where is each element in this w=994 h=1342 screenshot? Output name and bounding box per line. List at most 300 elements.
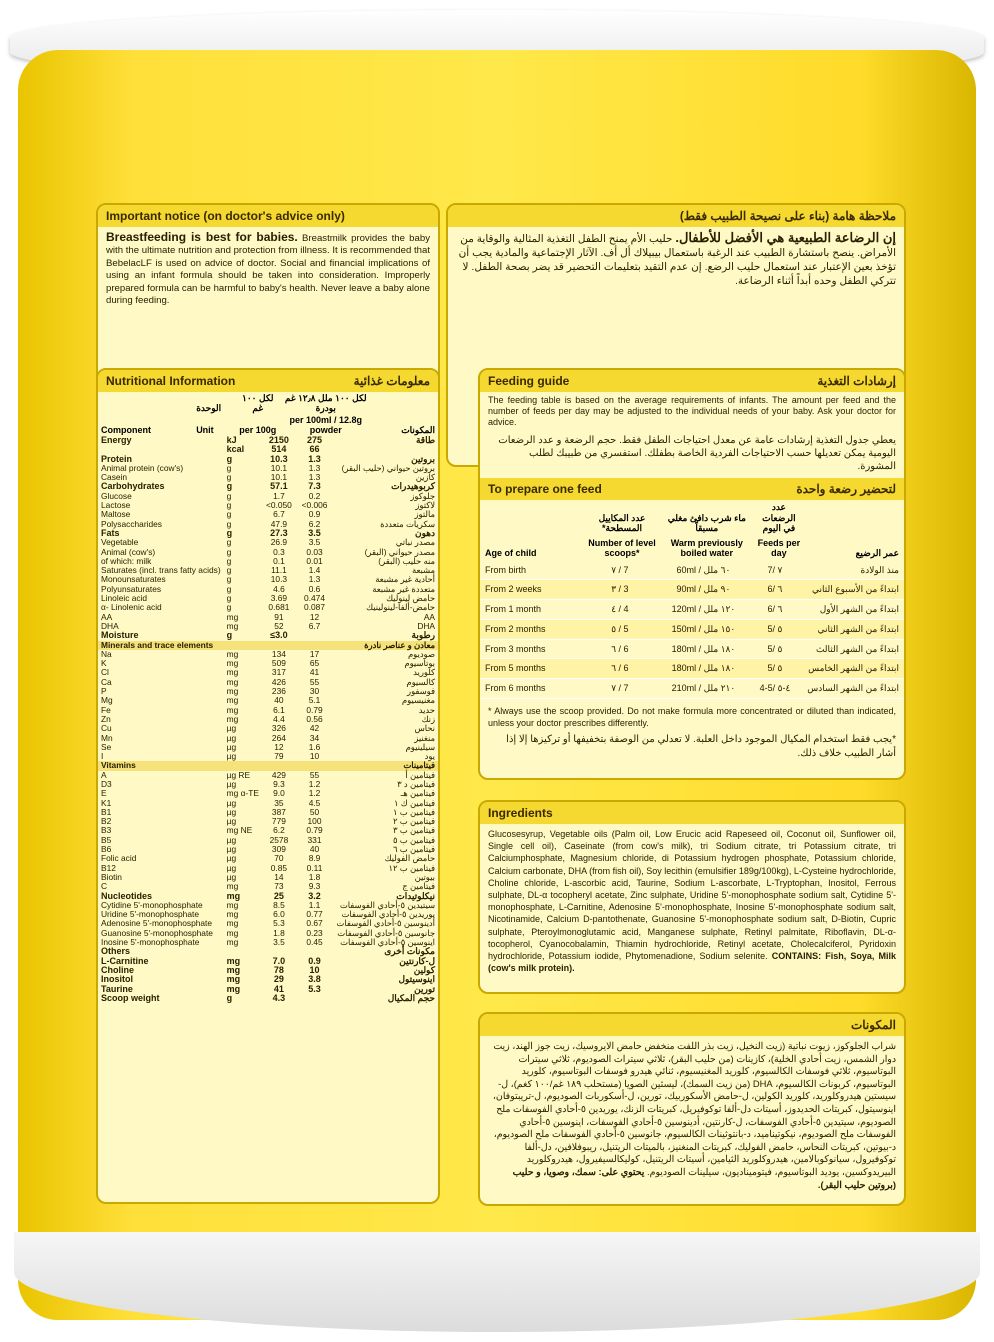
nutrient-unit: g — [226, 462, 232, 473]
value-per-100ml: 6.2 — [308, 518, 321, 529]
value-per-100ml: 3.2 — [308, 890, 321, 901]
value-per-100ml: 1.1 — [308, 899, 321, 910]
nutrient-name-ar: سيلينيوم — [405, 741, 435, 752]
feeding-note-ar: *يجب فقط استخدام المكيال الموجود داخل العلبة. لا تعدلي من الوصفة بتخفيفها أو تركيزها إلا إذا أشار الطبيب خلاف ذلك. — [506, 734, 896, 760]
value-per-100ml: 5.3 — [308, 983, 321, 994]
nutrient-name-ar: كالسيوم — [406, 676, 435, 687]
nutrient-name: E — [101, 788, 107, 799]
feeds-cell: 5/ ٥ — [748, 659, 803, 679]
value-per-100g: 6.0 — [273, 909, 285, 920]
nutrition-header — [98, 392, 438, 436]
nutrient-name-ar: منغنيز — [414, 732, 435, 743]
value-per-100ml: 0.11 — [306, 862, 323, 873]
value-per-100ml: 55 — [309, 769, 320, 780]
nutrient-unit: mg — [226, 909, 239, 920]
nutrient-unit: g — [226, 490, 232, 501]
value-per-100g: 317 — [271, 667, 286, 678]
nutrient-unit: µg — [226, 862, 237, 873]
nutrition-row — [98, 706, 438, 715]
ingredients-title-en: Ingredients — [488, 806, 553, 820]
nutrient-unit: mg — [226, 899, 239, 910]
nutrient-unit: kJ — [226, 435, 237, 445]
nutrient-name-ar: يود — [424, 751, 435, 762]
nutrient-unit: g — [226, 992, 233, 1003]
ingredients-contains-en: CONTAINS: Fish, Soya, Milk (cow's milk protein). — [488, 951, 896, 974]
nutrient-name-ar: اينوسيتول — [398, 974, 435, 985]
nutrient-unit: µg — [226, 834, 237, 845]
value-per-100g: 309 — [271, 844, 286, 855]
water-cell: 180ml / ١٨٠ ملل — [659, 659, 747, 679]
nutrient-unit: mg — [226, 676, 239, 687]
value-per-100ml: 34 — [309, 732, 320, 743]
feeding-title-bar — [480, 370, 904, 392]
nutrient-name-ar: فيتامين ك ١ — [393, 797, 435, 808]
notice-title-bar — [98, 205, 438, 227]
component-header-ar: المكونات — [401, 425, 435, 435]
nutrient-name-ar: حامض-ألفا-لينولينيك — [366, 602, 435, 613]
nutrient-name: Moisture — [101, 630, 139, 641]
nutrition-table — [98, 436, 438, 1003]
value-per-100ml: 0.79 — [306, 825, 323, 836]
value-per-100g: 52 — [274, 620, 284, 631]
age-cell: From 5 months — [480, 659, 581, 679]
nutrient-name: Cu — [101, 723, 112, 734]
nutrient-name: Zn — [101, 713, 111, 724]
nutrition-row — [98, 641, 438, 650]
nutrition-row — [98, 520, 438, 529]
nutrient-name-ar: فيتامين د ٣ — [397, 778, 435, 789]
nutrient-unit: g — [226, 546, 232, 557]
ingredients-body — [480, 824, 904, 978]
value-per-100g: 78 — [273, 964, 284, 975]
nutrient-name-ar: فيتامينات — [333, 761, 438, 770]
feeds-cell: 6/ ٦ — [748, 600, 803, 620]
value-per-100g: 12 — [274, 741, 284, 752]
value-per-100ml: 0.79 — [306, 704, 323, 715]
nutrient-unit: g — [226, 565, 232, 576]
nutrient-unit: mg — [226, 713, 239, 724]
nutrition-row — [98, 603, 438, 612]
nutrient-name: B1 — [101, 806, 112, 817]
value-per-100g: 57.1 — [270, 481, 288, 492]
nutrient-unit: µg — [226, 871, 237, 882]
value-per-100g: 326 — [271, 723, 286, 734]
value-per-100g: 0.681 — [268, 602, 290, 613]
nutrition-row — [98, 752, 438, 761]
feeding-intro-ar: يعطي جدول التغذية إرشادات عامة عن معدل احتياجات الطفل فقط. حجم الرضعة و عدد الرضعات اليومية يمكن تعديلها حسب الاحتياجات الفردية الخاصة بطفلك. استفسري من طبيبك لطلب المشورة. — [498, 435, 896, 472]
value-per-100g: 1.7 — [273, 490, 285, 501]
age-cell: From 3 months — [480, 639, 581, 659]
nutrient-unit: g — [226, 574, 232, 585]
value-per-100g: 426 — [271, 676, 286, 687]
value-per-100ml: 6.7 — [308, 620, 321, 631]
nutrition-row — [98, 947, 438, 956]
value-per-100ml: 0.45 — [306, 937, 323, 948]
nutrient-name-ar: بوتاسيوم — [404, 658, 435, 669]
nutrient-name: Fe — [101, 704, 111, 715]
nutrient-unit: µg — [226, 723, 237, 734]
nutrient-name: P — [101, 686, 107, 697]
value-per-100g: 91 — [274, 611, 284, 622]
nutrition-row — [98, 715, 438, 724]
nutrient-unit: g — [226, 583, 232, 594]
nutrient-unit: mg — [226, 983, 241, 994]
value-per-100ml: 0.087 — [304, 602, 325, 613]
age-cell-ar: ابتداءً من الشهر الخامس — [802, 659, 904, 679]
nutrition-row — [98, 789, 438, 798]
value-per-100g: 10.3 — [270, 453, 288, 464]
value-per-100ml: 0.01 — [306, 555, 323, 566]
nutrient-unit: mg α-TE — [226, 788, 259, 799]
feeds-cell: 5/ ٥ — [748, 639, 803, 659]
feeding-guide-panel — [478, 368, 906, 780]
value-per-100ml — [296, 994, 334, 1003]
value-per-100g: 134 — [271, 648, 286, 659]
value-per-100g: 6.1 — [273, 704, 285, 715]
value-per-100ml: 17 — [309, 648, 320, 659]
nutrient-name: Linoleic acid — [101, 593, 148, 604]
value-per-100ml: 0.77 — [306, 909, 323, 920]
scoops-cell: ٣ / 3 — [581, 580, 660, 600]
unit-header-ar: الوحدة — [196, 403, 222, 413]
nutrient-name: α- Linolenic acid — [101, 602, 162, 613]
nutrient-unit: mg — [226, 611, 239, 622]
value-per-100ml: 1.6 — [308, 741, 321, 752]
nutrition-row — [98, 873, 438, 882]
feeding-title-ar: إرشادات التغذية — [817, 374, 896, 388]
nutrient-name: Inositol — [101, 974, 133, 985]
feeds-cell: 5/ ٥ — [748, 619, 803, 639]
value-per-100ml: 3.5 — [308, 537, 321, 548]
nutrient-unit: µg RE — [226, 769, 251, 780]
feeding-row — [480, 580, 904, 600]
age-cell: From 2 weeks — [480, 580, 581, 600]
value-per-100g: 509 — [271, 658, 286, 669]
value-per-100g: 10.1 — [270, 472, 288, 483]
nutrient-name: Adenosine 5'-monophosphate — [101, 918, 213, 929]
nutrient-name: Inosine 5'-monophosphate — [101, 937, 200, 948]
nutrient-unit: kcal — [226, 444, 245, 455]
nutrient-name: Mg — [101, 695, 113, 706]
value-per-100g: 26.9 — [270, 537, 288, 548]
value-per-100ml: 0.2 — [308, 490, 321, 501]
nutrient-name: Se — [101, 741, 112, 752]
nutrient-name: B6 — [101, 844, 112, 855]
value-per-100ml: 40 — [309, 844, 320, 855]
value-per-100g: 70 — [274, 853, 284, 864]
nutrient-name: Uridine 5'-monophosphate — [101, 909, 199, 920]
feeds-cell: 4-5/ ٤-٥ — [748, 679, 803, 699]
nutrient-name: Casein — [101, 472, 128, 483]
nutrient-name: B3 — [101, 825, 112, 836]
nutrient-unit: mg — [226, 667, 239, 678]
age-cell: From 6 months — [480, 679, 581, 699]
ingredients-contains-ar: يحتوي على: سمك، وصويا، و حليب (بروتين حليب البقر). — [512, 1165, 896, 1190]
age-cell-ar: ابتداءً من الشهر الثاني — [802, 619, 904, 639]
value-per-100g: 14 — [274, 871, 284, 882]
per100g-header-ar: لكل ١٠٠ غم — [242, 393, 274, 413]
nutrient-unit: µg — [226, 732, 237, 743]
value-per-100ml: 41 — [309, 667, 320, 678]
nutrient-name: D3 — [101, 778, 112, 789]
nutrient-name-ar: يوريدين ٥-أحادي الفوسفات — [341, 909, 435, 920]
feeding-row — [480, 600, 904, 620]
scoops-cell: ٥ / 5 — [581, 619, 660, 639]
nutrient-name-ar: تورين — [414, 983, 435, 994]
nutrient-name: Choline — [101, 964, 134, 975]
nutrition-row — [98, 529, 438, 538]
value-per-100ml: 1.3 — [308, 453, 321, 464]
nutrient-name-ar: مالتوز — [414, 509, 435, 520]
notice-title-ar: ملاحظة هامة (بناء على نصيحة الطبيب فقط) — [679, 209, 896, 223]
nutrition-row — [98, 836, 438, 845]
value-per-100ml: 12 — [309, 611, 320, 622]
ingredients-body-ar — [480, 1036, 904, 1195]
value-per-100ml: 0.6 — [308, 583, 321, 594]
scoops-header: Number of level scoops* — [588, 537, 656, 558]
nutrient-name: Animal protein (cow's) — [101, 462, 184, 473]
nutrient-unit: mg — [226, 927, 239, 938]
nutrient-name: Polysaccharides — [101, 518, 162, 529]
nutrient-unit: mg — [226, 890, 241, 901]
value-per-100g: 25 — [273, 890, 284, 901]
value-per-100ml: 66 — [309, 444, 320, 455]
nutrient-unit: µg — [226, 778, 237, 789]
value-per-100ml: 0.23 — [306, 927, 323, 938]
nutrition-row — [98, 482, 438, 491]
feeding-table-header — [480, 500, 904, 561]
age-header-ar: عمر الرضيع — [855, 548, 899, 558]
value-per-100ml: 0.56 — [306, 713, 323, 724]
ingredients-title-bar — [480, 802, 904, 824]
nutrient-name-ar: فوسفور — [407, 686, 435, 697]
value-per-100g: ≤3.0 — [270, 630, 288, 641]
per100g-header: per 100g — [239, 425, 277, 435]
value-per-100g: 1.8 — [273, 927, 285, 938]
feeding-row — [480, 679, 904, 699]
nutrition-row — [98, 799, 438, 808]
nutrition-title-en: Nutritional Information — [106, 374, 236, 388]
age-cell-ar: منذ الولادة — [802, 561, 904, 580]
notice-title-en: Important notice (on doctor's advice only) — [106, 209, 345, 223]
value-per-100g: 7.0 — [272, 955, 286, 966]
feeding-row — [480, 619, 904, 639]
nutrient-name-ar: فيتامين ب ١ — [392, 806, 435, 817]
age-cell: From 2 months — [480, 619, 581, 639]
nutrition-row — [98, 622, 438, 631]
unit-header: Unit — [196, 425, 214, 435]
nutrient-name: Taurine — [101, 983, 133, 994]
nutrient-name-ar: مكونات أخرى — [384, 946, 435, 957]
value-per-100g: 387 — [271, 806, 286, 817]
nutrient-name: Scoop weight — [101, 992, 160, 1003]
nutrient-unit: µg — [226, 741, 237, 752]
nutrient-name: Fats — [101, 527, 120, 538]
nutrition-row — [98, 761, 438, 770]
nutrition-row — [98, 817, 438, 826]
nutrition-row — [98, 464, 438, 473]
nutrient-unit: g — [226, 630, 233, 641]
nutrient-unit: mg — [226, 648, 239, 659]
nutrition-row — [98, 613, 438, 622]
nutrient-unit: mg — [226, 695, 239, 706]
nutrition-row — [98, 668, 438, 677]
nutrient-name: K — [101, 658, 107, 669]
ingredients-title-ar: المكونات — [850, 1018, 896, 1032]
nutrient-name: B12 — [101, 862, 116, 873]
nutrient-name-ar: أحادية غير مشبعة — [375, 574, 435, 585]
nutrient-name-ar: فيتامين ب ٢ — [392, 816, 435, 827]
value-per-100g: 40 — [274, 695, 284, 706]
nutrition-row — [98, 445, 438, 454]
nutrient-name-ar: مغنيسيوم — [401, 695, 435, 706]
value-per-100g: 10.3 — [270, 574, 288, 585]
nutrient-name-ar: فيتامين ب ٥ — [392, 834, 435, 845]
feeding-row — [480, 639, 904, 659]
value-per-100ml: 331 — [307, 834, 322, 845]
value-per-100ml: 30 — [309, 686, 320, 697]
notice-text-ar: حليب الأم يمنح الطفل التغذية المثالية والوقاية من الأمراض. ينصح باستشارة الطبيب عند الرغبة باستعمال بيبيلاك أل أف. الآثار الإجتماعية والمادية يجب أن تؤخذ بعين الإعتبار عند استعمال حليب الرضع. إن عدم التقيد بتعليمات التحضير قد يضر بصحة الطفل. لا تتركي الطفل وحده أبداً أثناء الرضاعة. — [458, 233, 896, 287]
notice-title-bar-ar — [448, 205, 904, 227]
age-cell-ar: ابتداءً من الشهر السادس — [802, 679, 904, 699]
nutrient-name: Protein — [101, 453, 133, 464]
scoops-header-ar: عدد المكاييل المسطحة* — [598, 512, 646, 533]
nutrient-name-ar: منه حليب (البقر) — [378, 555, 435, 566]
value-per-100ml: 65 — [309, 658, 320, 669]
nutrition-row — [98, 771, 438, 780]
age-header: Age of child — [485, 548, 537, 558]
feeding-row — [480, 561, 904, 580]
value-per-100ml: 9.3 — [308, 881, 321, 892]
nutrient-name: Glucose — [101, 490, 132, 501]
nutrient-name: Guanosine 5'-monophosphate — [101, 927, 213, 938]
nutrient-name-ar: معادن و عناصر نادرة — [333, 641, 438, 650]
nutrient-name-ar: جانوسين ٥-أحادي الفوسفات — [337, 927, 435, 938]
value-per-100ml: 1.3 — [308, 472, 321, 483]
nutrient-unit: g — [226, 593, 232, 604]
nutrient-name: Vitamins — [98, 761, 224, 770]
value-per-100g: 264 — [271, 732, 286, 743]
value-per-100g: 73 — [274, 881, 284, 892]
value-per-100ml: 0.474 — [304, 593, 325, 604]
ingredients-title-bar-ar — [480, 1014, 904, 1036]
nutrient-unit: mg — [226, 964, 241, 975]
nutrition-row — [98, 854, 438, 863]
notice-text-en: Breastmilk provides the baby with the ultimate nutrition and protection from illness. It is recommended that BebelacLF is used on advice of doctor. Social and financial implications of using an infant formula should be taken into consideration. Improperly prepared formula can be harmful to baby's health. Never leave a baby alone during feeding. — [106, 233, 430, 307]
nutrient-name-ar: اينوسين ٥-أحادي الفوسفات — [340, 937, 435, 948]
nutrient-name: K1 — [101, 797, 112, 808]
water-header-ar: ماء شرب دافئ مغلي مسبقاً — [667, 512, 746, 533]
value-per-100g: 6.7 — [273, 509, 285, 520]
value-per-100g: 4.4 — [273, 713, 285, 724]
nutrient-name: Cl — [101, 667, 109, 678]
nutrient-name: B2 — [101, 816, 112, 827]
nutrition-panel — [96, 368, 440, 1204]
scoops-cell: ٧ / 7 — [581, 679, 660, 699]
value-per-100g: 29 — [273, 974, 284, 985]
nutrient-name-ar: بروتين — [411, 453, 435, 464]
nutrient-unit: µg — [226, 844, 237, 855]
value-per-100g: <0.050 — [265, 500, 292, 511]
notice-body-en — [98, 227, 438, 311]
prepare-feed-en: To prepare one feed — [488, 482, 602, 496]
nutrient-name-ar: لاكتوز — [415, 500, 435, 511]
nutrient-name-ar: طاقة — [415, 435, 435, 445]
value-per-100ml: 42 — [309, 723, 320, 734]
value-per-100g: 10.1 — [270, 462, 288, 473]
value-per-100ml: 0.9 — [308, 955, 321, 966]
nutrient-name: Energy — [101, 435, 132, 445]
nutrient-name: Ca — [101, 676, 112, 687]
value-per-100g: 9.0 — [273, 788, 285, 799]
nutrient-name-ar: فيتامين ج — [402, 881, 435, 892]
nutrient-name: I — [101, 751, 104, 762]
age-cell: From birth — [480, 561, 581, 580]
nutrient-name-ar: صوديوم — [407, 648, 435, 659]
value-per-100g: 41 — [273, 983, 284, 994]
notice-body-ar — [448, 227, 904, 292]
value-per-100ml: 0.9 — [308, 509, 321, 520]
nutrient-name: B5 — [101, 834, 112, 845]
nutrient-name-ar: حامض الفوليك — [384, 853, 435, 864]
nutrition-row — [98, 826, 438, 835]
nutrient-name-ar: فيتامين أ — [405, 769, 435, 780]
value-per-100ml: 275 — [307, 435, 323, 445]
feeding-row — [480, 659, 904, 679]
nutrition-row — [98, 650, 438, 659]
nutrient-unit: mg — [226, 658, 239, 669]
value-per-100g: 514 — [271, 444, 287, 455]
feeds-header: Feeds per day — [757, 537, 801, 558]
nutrient-name: Animal (cow's) — [101, 546, 156, 557]
value-per-100ml: 1.3 — [308, 574, 321, 585]
value-per-100ml: 0.67 — [306, 918, 323, 929]
value-per-100ml: 100 — [307, 816, 322, 827]
value-per-100ml: 3.8 — [308, 974, 321, 985]
nutrition-row — [98, 659, 438, 668]
feeding-intro-en: The feeding table is based on the average requirements of infants. The amount per feed and the number of feeds per day may be adjusted to the individual needs of your baby. Ask your doctor for advice. — [488, 395, 896, 427]
nutrition-title-ar: معلومات غذائية — [353, 374, 430, 388]
nutrient-unit: mg — [226, 620, 239, 631]
water-cell: 60ml / ٦٠ ملل — [659, 561, 747, 580]
nutrient-name: Maltose — [101, 509, 131, 520]
age-cell-ar: ابتداءً من الشهر الأول — [802, 600, 904, 620]
value-per-100ml: 1.3 — [308, 462, 321, 473]
nutrient-name-ar: جلوكوز — [410, 490, 435, 501]
nutrition-row — [98, 975, 438, 984]
value-per-100g: 429 — [271, 769, 286, 780]
nutrition-title-bar — [98, 370, 438, 392]
nutrient-name-ar: أدينوسين ٥-أحادي الفوسفات — [336, 918, 435, 929]
nutrient-name-ar: سكريات متعددة — [380, 518, 435, 529]
nutrient-name-ar: فيتامين ب ٣ — [392, 825, 435, 836]
scoops-cell: ٦ / 6 — [581, 659, 660, 679]
value-per-100ml: 4.5 — [308, 797, 321, 808]
value-per-100g: 35 — [274, 797, 284, 808]
nutrition-row — [98, 808, 438, 817]
feeding-table — [480, 561, 904, 700]
nutrient-name-ar: كولين — [413, 964, 435, 975]
nutrient-name: Na — [101, 648, 112, 659]
nutrient-name: Biotin — [101, 871, 122, 882]
nutrient-unit: g — [226, 481, 233, 492]
nutrition-row — [98, 957, 438, 966]
nutrient-unit: mg NE — [226, 825, 253, 836]
nutrient-unit: µg — [226, 806, 237, 817]
value-per-100ml: 55 — [309, 676, 320, 687]
scoops-cell: ٤ / 4 — [581, 600, 660, 620]
nutrient-name-ar: DHA — [417, 620, 435, 631]
